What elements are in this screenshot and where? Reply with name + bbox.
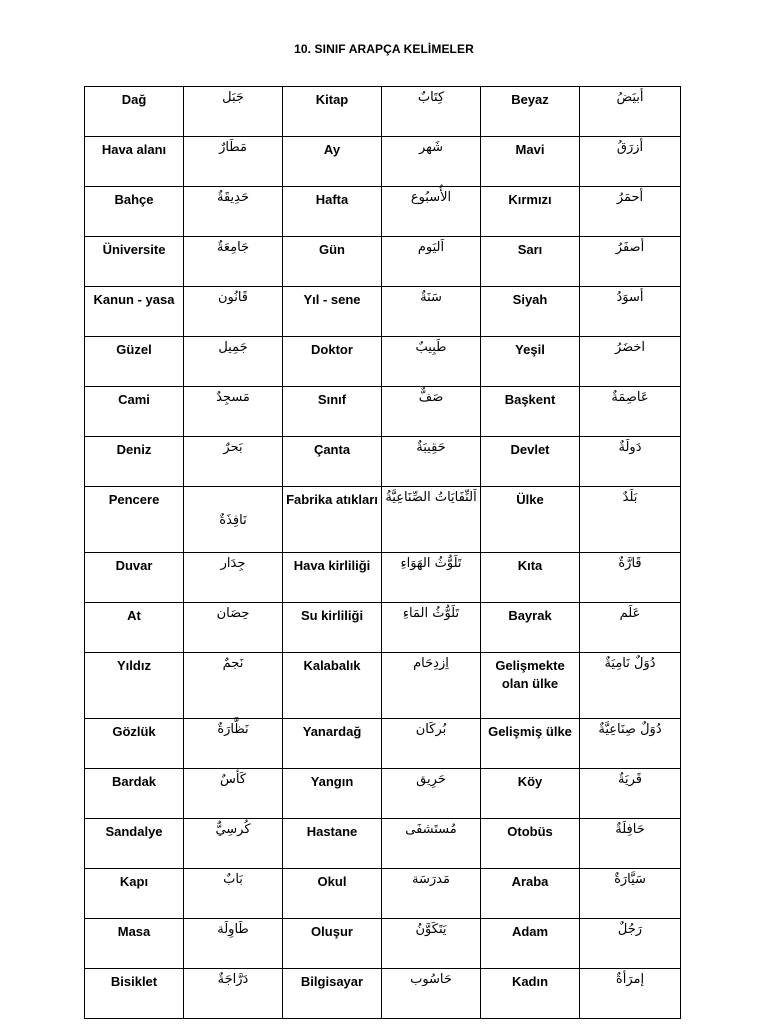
vocabulary-table — [84, 86, 681, 1019]
arabic-word-cell: صَفٌّ — [382, 387, 481, 437]
turkish-word-cell: Cami — [85, 387, 184, 437]
turkish-word-cell: Fabrika atıkları — [283, 487, 382, 553]
turkish-word-cell: Başkent — [481, 387, 580, 437]
table-row — [85, 337, 681, 387]
turkish-word-cell: Araba — [481, 869, 580, 919]
table-row — [85, 653, 681, 719]
arabic-word-cell: دُوَلٌ صِنَاعِيَّةٌ — [580, 719, 681, 769]
table-row — [85, 719, 681, 769]
turkish-word-cell: Kalabalık — [283, 653, 382, 719]
turkish-word-cell: Üniversite — [85, 237, 184, 287]
turkish-word-cell: Yanardağ — [283, 719, 382, 769]
arabic-word-cell: حَقِيبَةٌ — [382, 437, 481, 487]
arabic-word-cell: سَيَّارَةٌ — [580, 869, 681, 919]
turkish-word-cell: Oluşur — [283, 919, 382, 969]
arabic-word-cell: حَرِيق — [382, 769, 481, 819]
turkish-word-cell: Güzel — [85, 337, 184, 387]
turkish-word-cell: Sandalye — [85, 819, 184, 869]
table-row — [85, 187, 681, 237]
turkish-word-cell: At — [85, 603, 184, 653]
arabic-word-cell: عَاصِمَةٌ — [580, 387, 681, 437]
arabic-word-cell: حَاسُوب — [382, 969, 481, 1019]
turkish-word-cell: Bardak — [85, 769, 184, 819]
arabic-word-cell: مَدرَسَة — [382, 869, 481, 919]
turkish-word-cell: Dağ — [85, 87, 184, 137]
arabic-word-cell: قَريَةٌ — [580, 769, 681, 819]
turkish-word-cell: Kitap — [283, 87, 382, 137]
table-row — [85, 387, 681, 437]
arabic-word-cell: طَبِيبٌ — [382, 337, 481, 387]
turkish-word-cell: Mavi — [481, 137, 580, 187]
turkish-word-cell: Ülke — [481, 487, 580, 553]
turkish-word-cell: Köy — [481, 769, 580, 819]
turkish-word-cell: Bilgisayar — [283, 969, 382, 1019]
arabic-word-cell: جَبَل — [184, 87, 283, 137]
turkish-word-cell: Ay — [283, 137, 382, 187]
table-row — [85, 603, 681, 653]
arabic-word-cell: بُركَان — [382, 719, 481, 769]
arabic-word-cell: نَجمٌ — [184, 653, 283, 719]
arabic-word-cell: يَتَكَوَّنُ — [382, 919, 481, 969]
turkish-word-cell: Hava kirliliği — [283, 553, 382, 603]
table-row — [85, 919, 681, 969]
turkish-word-cell: Duvar — [85, 553, 184, 603]
arabic-word-cell: دَولَةٌ — [580, 437, 681, 487]
vocabulary-table-body — [85, 87, 681, 1019]
arabic-word-cell: رَجُلٌ — [580, 919, 681, 969]
turkish-word-cell: Gün — [283, 237, 382, 287]
table-row — [85, 969, 681, 1019]
turkish-word-cell: Gelişmekte olan ülke — [481, 653, 580, 719]
turkish-word-cell: Masa — [85, 919, 184, 969]
turkish-word-cell: Bahçe — [85, 187, 184, 237]
arabic-word-cell: كِتَابٌ — [382, 87, 481, 137]
arabic-word-cell: تَلَوُّثُ الهَوَاءِ — [382, 553, 481, 603]
arabic-word-cell: بَابٌ — [184, 869, 283, 919]
arabic-word-cell: أسوَدُ — [580, 287, 681, 337]
arabic-word-cell: دُوَلٌ نَامِيَةٌ — [580, 653, 681, 719]
turkish-word-cell: Yıl - sene — [283, 287, 382, 337]
turkish-word-cell: Bayrak — [481, 603, 580, 653]
arabic-word-cell: تَلَوُّثُ المَاءِ — [382, 603, 481, 653]
arabic-word-cell: شَهر — [382, 137, 481, 187]
turkish-word-cell: Pencere — [85, 487, 184, 553]
arabic-word-cell: كَأسٌ — [184, 769, 283, 819]
turkish-word-cell: Beyaz — [481, 87, 580, 137]
table-row — [85, 487, 681, 553]
turkish-word-cell: Kadın — [481, 969, 580, 1019]
turkish-word-cell: Doktor — [283, 337, 382, 387]
arabic-word-cell: عَلَم — [580, 603, 681, 653]
arabic-word-cell: مُستَشفَى — [382, 819, 481, 869]
arabic-word-cell: قَانُون — [184, 287, 283, 337]
turkish-word-cell: Deniz — [85, 437, 184, 487]
arabic-word-cell: سَنَةٌ — [382, 287, 481, 337]
arabic-word-cell: حِصَان — [184, 603, 283, 653]
arabic-word-cell: إمرَأةٌ — [580, 969, 681, 1019]
turkish-word-cell: Hafta — [283, 187, 382, 237]
turkish-word-cell: Hastane — [283, 819, 382, 869]
turkish-word-cell: Otobüs — [481, 819, 580, 869]
turkish-word-cell: Bisiklet — [85, 969, 184, 1019]
arabic-word-cell: اِزدِحَام — [382, 653, 481, 719]
arabic-word-cell: أبيَضُ — [580, 87, 681, 137]
turkish-word-cell: Siyah — [481, 287, 580, 337]
turkish-word-cell: Yeşil — [481, 337, 580, 387]
table-row — [85, 437, 681, 487]
arabic-word-cell: أزرَقُ — [580, 137, 681, 187]
page-title: 10. SINIF ARAPÇA KELİMELER — [294, 42, 474, 56]
turkish-word-cell: Yıldız — [85, 653, 184, 719]
arabic-word-cell: مَسجِدٌ — [184, 387, 283, 437]
turkish-word-cell: Okul — [283, 869, 382, 919]
turkish-word-cell: Su kirliliği — [283, 603, 382, 653]
arabic-word-cell: أحمَرُ — [580, 187, 681, 237]
turkish-word-cell: Yangın — [283, 769, 382, 819]
arabic-word-cell: اخضَرُ — [580, 337, 681, 387]
arabic-word-cell: نَافِذَةٌ — [184, 487, 283, 553]
turkish-word-cell: Kanun - yasa — [85, 287, 184, 337]
arabic-word-cell: جِدَار — [184, 553, 283, 603]
arabic-word-cell: الأُسبُوع — [382, 187, 481, 237]
table-row — [85, 87, 681, 137]
table-row — [85, 819, 681, 869]
arabic-word-cell: أصفَرُ — [580, 237, 681, 287]
table-row — [85, 769, 681, 819]
arabic-word-cell: اَليَوم — [382, 237, 481, 287]
arabic-word-cell: بَلَدٌ — [580, 487, 681, 553]
turkish-word-cell: Adam — [481, 919, 580, 969]
arabic-word-cell: جَمِيل — [184, 337, 283, 387]
table-row — [85, 553, 681, 603]
arabic-word-cell: حَدِيقَةٌ — [184, 187, 283, 237]
arabic-word-cell: كُرسِيٌّ — [184, 819, 283, 869]
arabic-word-cell: حَافِلَةٌ — [580, 819, 681, 869]
turkish-word-cell: Kırmızı — [481, 187, 580, 237]
arabic-word-cell: بَحرٌ — [184, 437, 283, 487]
turkish-word-cell: Sarı — [481, 237, 580, 287]
arabic-word-cell: دَرَّاجَةٌ — [184, 969, 283, 1019]
turkish-word-cell: Sınıf — [283, 387, 382, 437]
turkish-word-cell: Devlet — [481, 437, 580, 487]
table-row — [85, 137, 681, 187]
arabic-word-cell: اَلنِّفَايَاتُ الصِّنَاعِيَّةُ — [382, 487, 481, 553]
arabic-word-cell: نَظَّارَةٌ — [184, 719, 283, 769]
arabic-word-cell: قَارَّةٌ — [580, 553, 681, 603]
table-row — [85, 287, 681, 337]
turkish-word-cell: Hava alanı — [85, 137, 184, 187]
turkish-word-cell: Gelişmiş ülke — [481, 719, 580, 769]
turkish-word-cell: Kapı — [85, 869, 184, 919]
arabic-word-cell: طَاوِلَة — [184, 919, 283, 969]
arabic-word-cell: جَامِعَةٌ — [184, 237, 283, 287]
arabic-word-cell: مَطَارٌ — [184, 137, 283, 187]
turkish-word-cell: Gözlük — [85, 719, 184, 769]
table-row — [85, 237, 681, 287]
table-row — [85, 869, 681, 919]
turkish-word-cell: Çanta — [283, 437, 382, 487]
turkish-word-cell: Kıta — [481, 553, 580, 603]
